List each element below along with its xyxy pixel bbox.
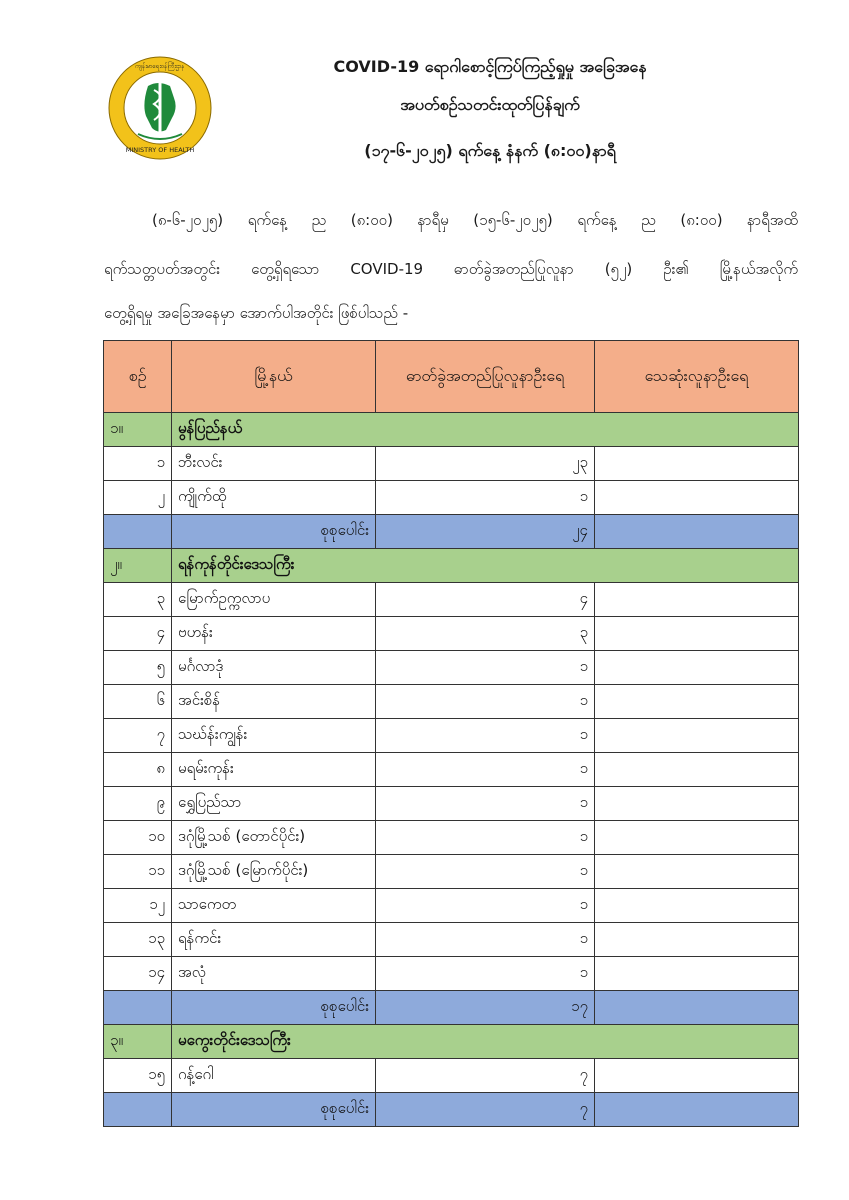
header-serial: စဉ် <box>104 341 172 413</box>
row-township: မင်္ဂလာဒုံ <box>172 651 376 685</box>
header-deaths: သေဆုံးလူနာဦးရေ <box>595 341 799 413</box>
row-serial: ၉ <box>104 787 172 821</box>
table-row <box>104 787 799 821</box>
section-number: ၃။ <box>104 1025 172 1059</box>
total-row <box>104 515 799 549</box>
row-deaths <box>595 719 799 753</box>
section-number: ၁။ <box>104 413 172 447</box>
row-cases: ၁ <box>376 821 595 855</box>
row-cases: ၁ <box>376 957 595 991</box>
section-number: ၂။ <box>104 549 172 583</box>
row-township: ဂန့်ဂေါ <box>172 1059 376 1093</box>
row-cases: ၁ <box>376 855 595 889</box>
table-header-row <box>104 341 799 413</box>
row-deaths <box>595 583 799 617</box>
row-deaths <box>595 685 799 719</box>
row-township: အလုံ <box>172 957 376 991</box>
intro-line-3: တွေ့ရှိရမှု အခြေအနေမှာ အောက်ပါအတိုင်း ဖြစ်ပါသည် - <box>104 304 409 322</box>
row-serial: ၁ <box>104 447 172 481</box>
row-township: ကျိုက်ထို <box>172 481 376 515</box>
section-region-name: မကွေးတိုင်းဒေသကြီး <box>172 1025 799 1059</box>
total-blank <box>104 991 172 1025</box>
row-township: အင်းစိန် <box>172 685 376 719</box>
total-label: စုစုပေါင်း <box>172 515 376 549</box>
row-deaths <box>595 821 799 855</box>
section-row <box>104 413 799 447</box>
doc-title-line2: အပတ်စဉ်သတင်းထုတ်ပြန်ချက် <box>400 95 580 114</box>
row-deaths <box>595 787 799 821</box>
row-cases: ၁ <box>376 889 595 923</box>
total-cases: ၂၄ <box>376 515 595 549</box>
svg-text:ကျန်းမာရေးဝန်ကြီးဌာန: ကျန်းမာရေးဝန်ကြီးဌာန <box>135 63 185 70</box>
row-township: ဗဟန်း <box>172 617 376 651</box>
total-deaths <box>595 991 799 1025</box>
row-deaths <box>595 753 799 787</box>
row-township: ဒဂုံမြို့သစ် (မြောက်ပိုင်း) <box>172 855 376 889</box>
row-cases: ၃ <box>376 617 595 651</box>
row-cases: ၇ <box>376 1059 595 1093</box>
total-deaths <box>595 1093 799 1127</box>
total-cases: ၇ <box>376 1093 595 1127</box>
table-row <box>104 855 799 889</box>
row-deaths <box>595 923 799 957</box>
row-deaths <box>595 651 799 685</box>
total-row <box>104 1093 799 1127</box>
row-cases: ၁ <box>376 481 595 515</box>
row-serial: ၂ <box>104 481 172 515</box>
covid-cases-table <box>103 340 799 1127</box>
row-serial: ၇ <box>104 719 172 753</box>
row-cases: ၁ <box>376 923 595 957</box>
section-region-name: မွန်ပြည်နယ် <box>172 413 799 447</box>
row-cases: ၁ <box>376 651 595 685</box>
row-serial: ၄ <box>104 617 172 651</box>
row-township: မြောက်ဥက္ကလာပ <box>172 583 376 617</box>
row-cases: ၁ <box>376 787 595 821</box>
row-serial: ၁၅ <box>104 1059 172 1093</box>
row-deaths <box>595 617 799 651</box>
total-blank <box>104 515 172 549</box>
row-deaths <box>595 481 799 515</box>
table-row <box>104 719 799 753</box>
total-label: စုစုပေါင်း <box>172 1093 376 1127</box>
row-township: သာကေတ <box>172 889 376 923</box>
row-serial: ၃ <box>104 583 172 617</box>
row-serial: ၆ <box>104 685 172 719</box>
table-row <box>104 1059 799 1093</box>
row-serial: ၁၃ <box>104 923 172 957</box>
table-row <box>104 685 799 719</box>
row-township: ရွှေပြည်သာ <box>172 787 376 821</box>
doc-title-date: (၁၇-၆-၂၀၂၅) ရက်နေ့ နံနက် (၈:၀၀)နာရီ <box>364 141 616 160</box>
row-township: မရမ်းကုန်း <box>172 753 376 787</box>
total-label: စုစုပေါင်း <box>172 991 376 1025</box>
row-township: သဃ်န်းကျွန်း <box>172 719 376 753</box>
row-cases: ၁ <box>376 719 595 753</box>
table-row <box>104 447 799 481</box>
row-deaths <box>595 855 799 889</box>
intro-line-2: ရက်သတ္တပတ်အတွင်း တွေ့ရှိရသော COVID-19 ဓာတ်ခွဲအတည်ပြုလူနာ (၅၂) ဦး၏ မြို့နယ်အလိုက် <box>104 260 798 278</box>
row-deaths <box>595 1059 799 1093</box>
table-row <box>104 753 799 787</box>
table-row <box>104 617 799 651</box>
row-township: ဒဂုံမြို့သစ် (တောင်ပိုင်း) <box>172 821 376 855</box>
section-region-name: ရန်ကုန်တိုင်းဒေသကြီး <box>172 549 799 583</box>
row-deaths <box>595 447 799 481</box>
header-confirmed-cases: ဓာတ်ခွဲအတည်ပြုလူနာဦးရေ <box>376 341 595 413</box>
row-serial: ၁၀ <box>104 821 172 855</box>
row-serial: ၁၂ <box>104 889 172 923</box>
section-row <box>104 1025 799 1059</box>
table-row <box>104 481 799 515</box>
row-serial: ၁၁ <box>104 855 172 889</box>
table-row <box>104 821 799 855</box>
doc-title-line1: COVID-19 ရောဂါစောင့်ကြပ်ကြည့်ရှုမှု အခြေအနေ <box>333 57 647 76</box>
row-cases: ၄ <box>376 583 595 617</box>
header-township: မြို့နယ် <box>172 341 376 413</box>
ministry-of-health-logo <box>108 56 212 160</box>
table-row <box>104 651 799 685</box>
table-row <box>104 889 799 923</box>
table-row <box>104 923 799 957</box>
row-deaths <box>595 957 799 991</box>
row-serial: ၁၄ <box>104 957 172 991</box>
total-deaths <box>595 515 799 549</box>
row-deaths <box>595 889 799 923</box>
row-township: ရန်ကင်း <box>172 923 376 957</box>
row-serial: ၈ <box>104 753 172 787</box>
table-body <box>104 413 799 1127</box>
total-row <box>104 991 799 1025</box>
total-blank <box>104 1093 172 1127</box>
intro-line-1: (၈-၆-၂၀၂၅) ရက်နေ့ ည (၈:၀၀) နာရီမှ (၁၅-၆-၂၀၂၅) ရက်နေ့ ည (၈:၀၀) နာရီအထိ <box>152 211 798 229</box>
row-cases: ၂၃ <box>376 447 595 481</box>
svg-text:MINISTRY OF HEALTH: MINISTRY OF HEALTH <box>125 146 195 154</box>
row-township: ဘီးလင်း <box>172 447 376 481</box>
table-row <box>104 957 799 991</box>
table-row <box>104 583 799 617</box>
row-cases: ၁ <box>376 685 595 719</box>
row-cases: ၁ <box>376 753 595 787</box>
row-serial: ၅ <box>104 651 172 685</box>
section-row <box>104 549 799 583</box>
total-cases: ၁၇ <box>376 991 595 1025</box>
